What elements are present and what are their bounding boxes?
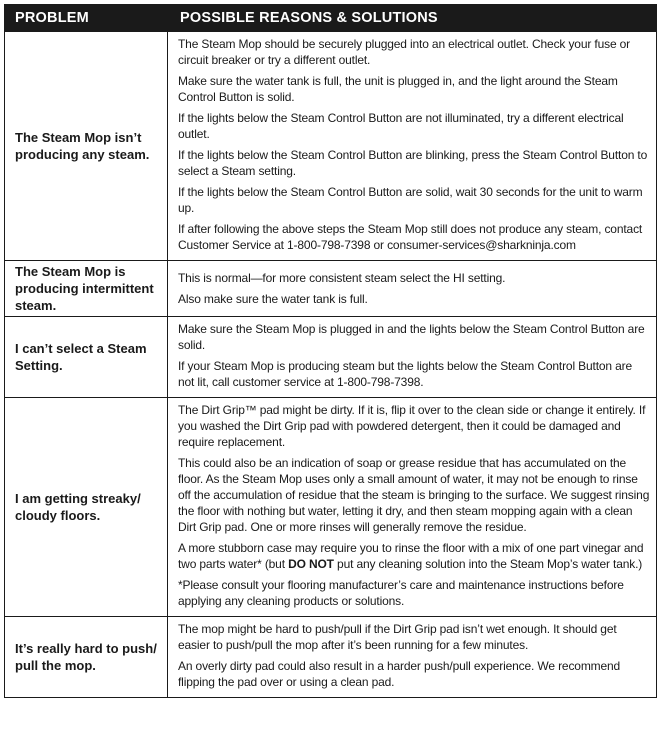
solution-text: This could also be an indication of soap or grease residue that has accumulated on the floor. As the Steam Mop uses only a small amount of water, it may not be enough to rinse off the accumulation of residue that the steam is bringing to the surface. We suggest rinsing the floor with nothing but water, letting it dry, and then steam mopping again with a clean Dirt Grip pad. One or more rinses will generally remove the residue. [178,456,650,534]
solutions-cell [168,398,656,616]
table-row [5,260,656,316]
problem-cell: I can’t select a Steam Setting. [5,317,168,397]
troubleshooting-table [4,4,657,698]
solution-text: Also make sure the water tank is full. [178,292,368,306]
solutions-cell [168,32,656,260]
solutions-cell [168,617,656,697]
table-row [5,316,656,397]
solution-text: If after following the above steps the Steam Mop still does not produce any steam, contact Customer Service at 1-800-798-7398 or consumer-services@sharkninja.com [178,222,643,252]
solution-text-part: A more stubborn case may require you to rinse the floor with a mix of one part vinegar and two parts water* (but [178,541,644,571]
solution-text: The Steam Mop should be securely plugged into an electrical outlet. Check your fuse or circuit breaker or try a different outlet. [178,37,631,67]
header-solutions: POSSIBLE REASONS & SOLUTIONS [180,10,438,26]
do-not-emphasis: DO NOT [288,557,334,571]
solution-text: The mop might be hard to push/pull if the Dirt Grip pad isn’t wet enough. It should get easier to push/pull the mop after it’s been running for a few minutes. [178,622,617,652]
header-problem: PROBLEM [15,10,89,26]
problem-cell: It’s really hard to push/ pull the mop. [5,617,168,697]
solution-text: Make sure the Steam Mop is plugged in and the lights below the Steam Control Button are solid. [178,322,645,352]
solution-text: If the lights below the Steam Control Button are blinking, press the Steam Control Button to select a Steam setting. [178,148,648,178]
solution-text: *Please consult your flooring manufacturer’s care and maintenance instructions before applying any cleaning products or solutions. [178,578,624,608]
solution-text: Make sure the water tank is full, the unit is plugged in, and the light around the Steam Control Button is solid. [178,74,618,104]
solution-text [178,539,650,576]
table-row [5,616,656,697]
solution-text: If the lights below the Steam Control Button are not illuminated, try a different electrical outlet. [178,111,624,141]
solution-text: An overly dirty pad could also result in a harder push/pull experience. We recommend flipping the pad over or using a clean pad. [178,659,621,689]
table-row [5,397,656,616]
table-row [5,31,656,260]
solution-text: The Dirt Grip™ pad might be dirty. If it is, flip it over to the clean side or change it entirely. If you washed the Dirt Grip pad with powdered detergent, then it could be damaged and require replacement. [178,403,646,449]
solutions-cell [168,261,656,316]
table-header [5,5,656,31]
problem-cell: I am getting streaky/ cloudy floors. [5,398,168,616]
solutions-cell [168,317,656,397]
solution-text: This is normal—for more consistent steam select the HI setting. [178,271,506,285]
solution-text: If the lights below the Steam Control Button are solid, wait 30 seconds for the unit to warm up. [178,185,643,215]
solution-text-part: put any cleaning solution into the Steam Mop’s water tank.) [333,557,643,571]
solution-text: If your Steam Mop is producing steam but the lights below the Steam Control Button are not lit, call customer service at 1-800-798-7398. [178,359,633,389]
problem-cell: The Steam Mop isn’t producing any steam. [5,32,168,260]
problem-cell: The Steam Mop is producing intermittent steam. [5,261,168,316]
